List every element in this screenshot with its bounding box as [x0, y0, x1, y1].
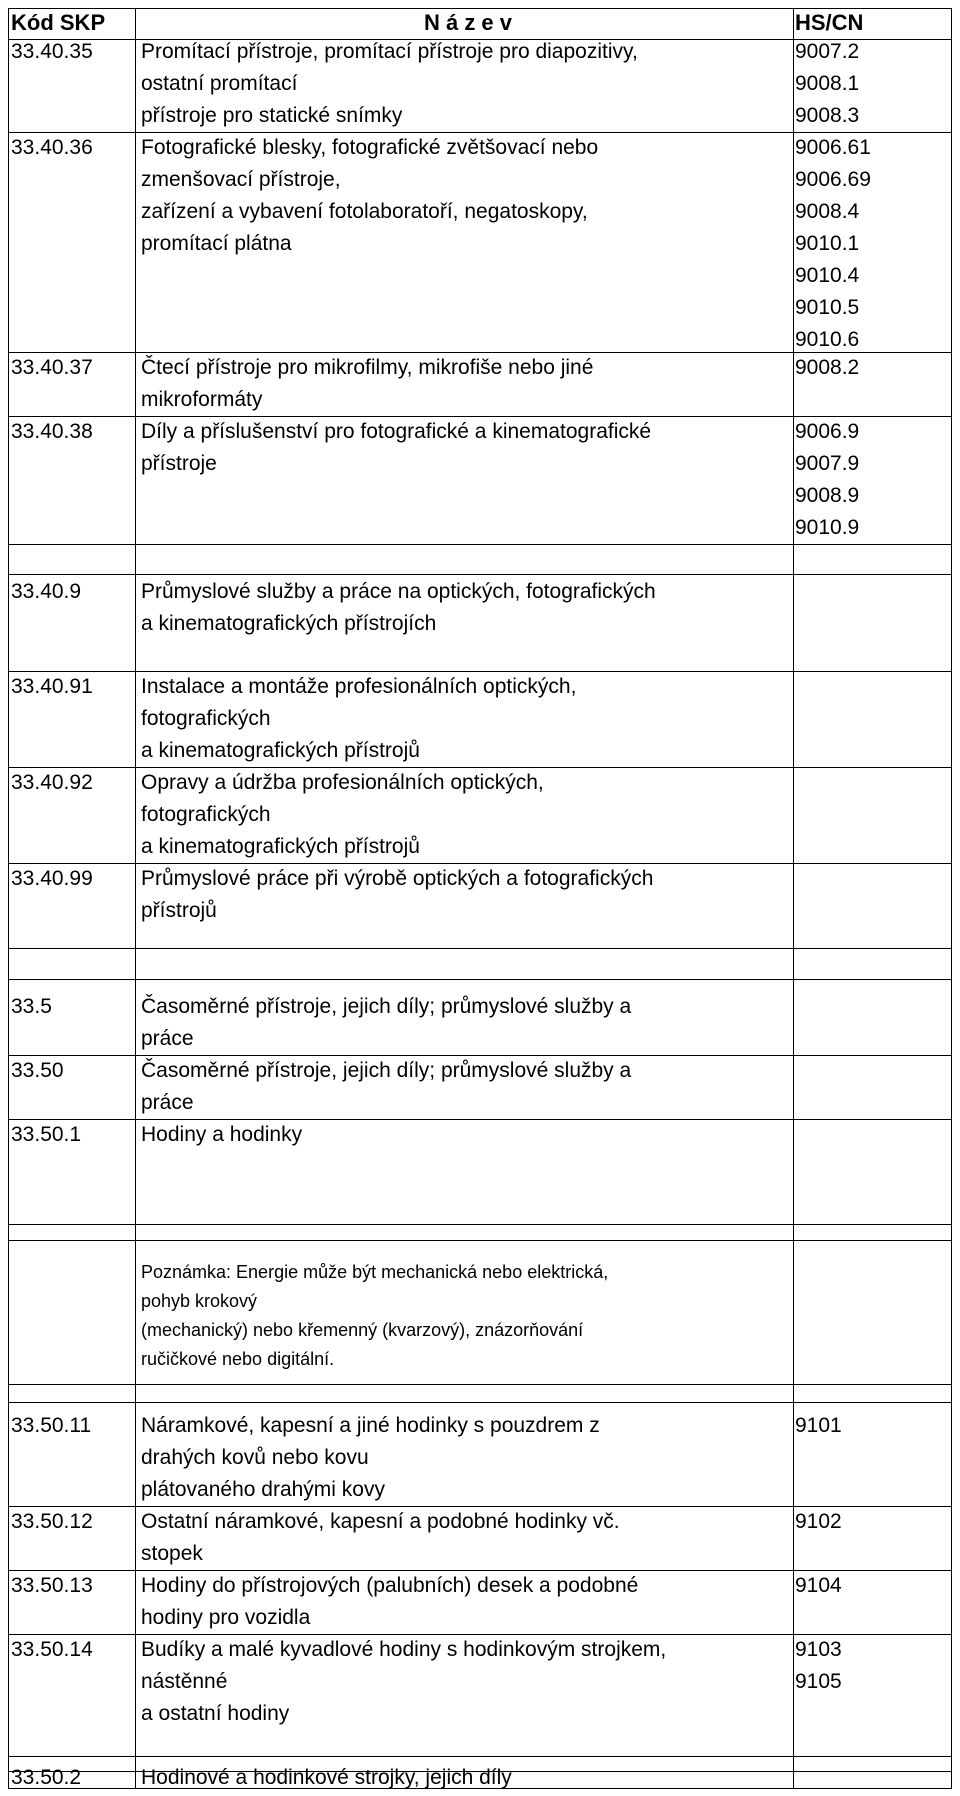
- row-hs-codes: [795, 132, 871, 356]
- row-hs-codes: [795, 352, 859, 384]
- row-name-line: nástěnné: [141, 1670, 228, 1693]
- grid-row-line: [8, 948, 951, 949]
- row-hs-code: 9010.9: [795, 516, 860, 539]
- row-name-line: zmenšovací přístroje,: [141, 168, 341, 191]
- row-code: 33.40.38: [11, 420, 93, 443]
- row-code: 33.50.14: [11, 1638, 93, 1661]
- grid-column-line: [951, 8, 952, 1789]
- row-name: [141, 1119, 302, 1151]
- row-name: [141, 1570, 638, 1634]
- row-name: [141, 576, 656, 640]
- row-hs-code: 9007.9: [795, 452, 860, 475]
- row-name-line: Časoměrné přístroje, jejich díly; průmyslové služby a: [141, 995, 632, 1018]
- row-name-line: přístroje: [141, 452, 217, 475]
- grid-row-line: [8, 979, 951, 980]
- row-hs-code: 9008.1: [795, 72, 860, 95]
- row-name-line: přístroje pro statické snímky: [141, 104, 403, 127]
- row-hs-code: 9105: [795, 1670, 842, 1693]
- row-name-line: drahých kovů nebo kovu: [141, 1446, 369, 1469]
- header-hs: HS/CN: [795, 10, 864, 35]
- row-name: [141, 863, 653, 927]
- header-code: Kód SKP: [11, 10, 106, 35]
- row-code: 33.50.11: [11, 1414, 92, 1437]
- row-name-line: Hodinové a hodinkové strojky, jejich díly: [141, 1766, 512, 1789]
- row-name: [141, 36, 638, 132]
- row-code: 33.40.91: [11, 675, 93, 698]
- row-code: 33.50.13: [11, 1574, 93, 1597]
- row-name-line: promítací plátna: [141, 232, 292, 255]
- note-text: [141, 1258, 608, 1374]
- header-name: N á z e v: [423, 10, 513, 35]
- note-line: (mechanický) nebo křemenný (kvarzový), znázorňování: [141, 1320, 584, 1340]
- grid-row-line: [8, 574, 951, 575]
- row-name-line: Průmyslové práce při výrobě optických a fotografických: [141, 867, 654, 890]
- row-name-line: Promítací přístroje, promítací přístroje pro diapozitivy,: [141, 40, 638, 63]
- row-name-line: Časoměrné přístroje, jejich díly; průmyslové služby a: [141, 1059, 632, 1082]
- row-hs-code: 9010.4: [795, 264, 860, 287]
- row-name-line: zařízení a vybavení fotolaboratoří, negatoskopy,: [141, 200, 588, 223]
- row-code: 33.40.37: [11, 356, 93, 379]
- row-name-line: fotografických: [141, 707, 271, 730]
- note-line: ručičkové nebo digitální.: [141, 1349, 335, 1369]
- row-name: [141, 352, 593, 416]
- row-code: 33.40.9: [11, 580, 82, 603]
- row-name-line: a kinematografických přístrojů: [141, 739, 420, 762]
- row-code: 33.40.99: [11, 867, 93, 890]
- row-hs-codes: [795, 1634, 842, 1698]
- row-code: 33.50.1: [11, 1123, 82, 1146]
- row-name-line: Ostatní náramkové, kapesní a podobné hodinky vč.: [141, 1510, 620, 1533]
- row-code: 33.50.12: [11, 1510, 93, 1533]
- row-name-line: hodiny pro vozidla: [141, 1606, 311, 1629]
- row-name-line: práce: [141, 1091, 194, 1114]
- row-name: [141, 1762, 512, 1794]
- row-hs-code: 9007.2: [795, 40, 860, 63]
- row-hs-code: 9006.69: [795, 168, 871, 191]
- row-name-line: Budíky a malé kyvadlové hodiny s hodinkovým strojkem,: [141, 1638, 667, 1661]
- grid-row-line: [8, 1224, 951, 1225]
- row-code: 33.40.36: [11, 136, 93, 159]
- row-name-line: Náramkové, kapesní a jiné hodinky s pouzdrem z: [141, 1414, 600, 1437]
- row-name-line: Opravy a údržba profesionálních optických,: [141, 771, 544, 794]
- grid-column-line: [8, 8, 9, 1789]
- grid-row-line: [8, 1240, 951, 1241]
- row-hs-code: 9010.6: [795, 328, 860, 351]
- row-name: [141, 671, 576, 767]
- row-hs-code: 9102: [795, 1510, 842, 1533]
- row-name-line: ostatní promítací: [141, 72, 298, 95]
- row-hs-codes: [795, 1506, 842, 1538]
- grid-row-line: [8, 1756, 951, 1757]
- row-name: [141, 991, 631, 1055]
- row-name: [141, 416, 651, 480]
- row-name-line: a kinematografických přístrojích: [141, 612, 437, 635]
- row-hs-code: 9103: [795, 1638, 842, 1661]
- row-name-line: Hodiny a hodinky: [141, 1123, 303, 1146]
- row-name-line: Instalace a montáže profesionálních optických,: [141, 675, 577, 698]
- row-hs-code: 9008.4: [795, 200, 860, 223]
- row-hs-code: 9010.1: [795, 232, 860, 255]
- note-line: pohyb krokový: [141, 1291, 258, 1311]
- row-code: 33.40.35: [11, 40, 93, 63]
- row-name-line: Díly a příslušenství pro fotografické a kinematografické: [141, 420, 652, 443]
- grid-column-line: [135, 8, 136, 1789]
- table-header: [8, 8, 951, 39]
- row-name-line: Hodiny do přístrojových (palubních) desek a podobné: [141, 1574, 639, 1597]
- row-name: [141, 1410, 600, 1506]
- row-name-line: fotografických: [141, 803, 271, 826]
- row-name-line: Fotografické blesky, fotografické zvětšovací nebo: [141, 136, 599, 159]
- row-name: [141, 767, 544, 863]
- row-hs-code: 9006.9: [795, 420, 860, 443]
- row-name-line: práce: [141, 1027, 194, 1050]
- row-name-line: mikroformáty: [141, 388, 263, 411]
- row-hs-codes: [795, 1410, 842, 1442]
- row-hs-code: 9008.9: [795, 484, 860, 507]
- row-name: [141, 1634, 666, 1730]
- row-hs-code: 9101: [795, 1414, 842, 1437]
- grid-row-line: [8, 1384, 951, 1385]
- grid-row-line: [8, 1402, 951, 1403]
- row-hs-code: 9008.3: [795, 104, 860, 127]
- row-name-line: stopek: [141, 1542, 203, 1565]
- row-hs-codes: [795, 416, 859, 544]
- row-hs-code: 9008.2: [795, 356, 860, 379]
- row-name-line: Čtecí přístroje pro mikrofilmy, mikrofiše nebo jiné: [141, 356, 594, 379]
- row-code: 33.50: [11, 1059, 64, 1082]
- grid-row-line: [8, 544, 951, 545]
- row-hs-code: 9010.5: [795, 296, 860, 319]
- row-hs-codes: [795, 36, 859, 132]
- row-name-line: plátovaného drahými kovy: [141, 1478, 385, 1501]
- row-code: 33.50.2: [11, 1766, 82, 1789]
- row-name: [141, 132, 598, 260]
- row-code: 33.40.92: [11, 771, 93, 794]
- row-name: [141, 1506, 620, 1570]
- row-name: [141, 1055, 631, 1119]
- row-hs-code: 9006.61: [795, 136, 871, 159]
- row-name-line: přístrojů: [141, 899, 217, 922]
- row-hs-code: 9104: [795, 1574, 842, 1597]
- classification-table: [8, 8, 951, 1788]
- row-code: 33.5: [11, 995, 52, 1018]
- note-line: Poznámka: Energie může být mechanická nebo elektrická,: [141, 1262, 609, 1282]
- row-name-line: a kinematografických přístrojů: [141, 835, 420, 858]
- row-name-line: Průmyslové služby a práce na optických, fotografických: [141, 580, 656, 603]
- grid-column-line: [793, 8, 794, 1789]
- row-name-line: a ostatní hodiny: [141, 1702, 290, 1725]
- row-hs-codes: [795, 1570, 842, 1602]
